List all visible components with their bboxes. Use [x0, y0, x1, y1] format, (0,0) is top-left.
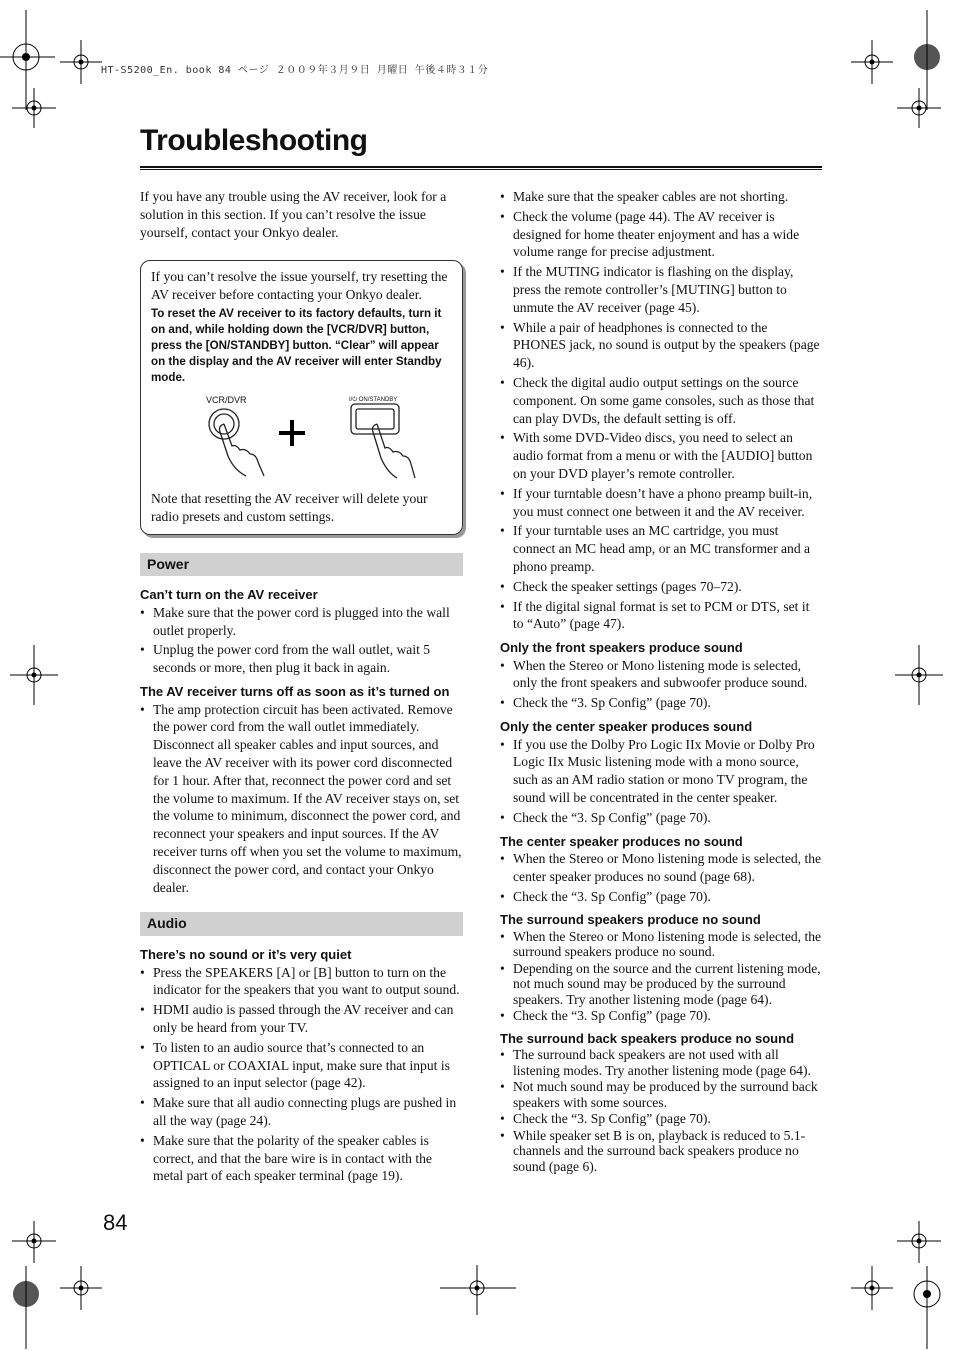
- registration-mark-bottom-right: [824, 1221, 954, 1351]
- list-item: • If the digital signal format is set to PCM or DTS, set it to “Auto” (page 47).: [500, 598, 823, 634]
- list-item: • Check the “3. Sp Config” (page 70).: [500, 1008, 823, 1024]
- list-item: • While speaker set B is on, playback is reduced to 5.1-channels and the surround back speakers produce no sound (page 6).: [500, 1128, 823, 1175]
- reset-illustration: [151, 392, 452, 480]
- left-column: [140, 188, 463, 1191]
- audio-q6-heading: The surround back speakers produce no sound: [500, 1030, 795, 1046]
- audio-q2-heading: Only the front speakers produce sound: [500, 640, 743, 656]
- power-q1-list: [140, 604, 463, 677]
- list-item: • If your turntable uses an MC cartridge, you must connect an MC head amp, or an MC transformer and a phono preamp.: [500, 522, 823, 575]
- page-number: 84: [103, 1210, 128, 1235]
- audio-q5-list: [500, 929, 823, 1024]
- list-item: • While a pair of headphones is connected to the PHONES jack, no sound is output by the speakers (page 46).: [500, 319, 823, 372]
- right-column: [500, 188, 823, 1180]
- power-q2-heading: The AV receiver turns off as soon as it’s turned on: [140, 684, 450, 700]
- list-item: • If the MUTING indicator is flashing on the display, press the remote controller’s [MUTING] button to unmute the AV receiver (page 45).: [500, 263, 823, 316]
- vcr-dvr-button-press-icon: [206, 404, 286, 480]
- vcr-dvr-label: VCR/DVR: [206, 394, 247, 405]
- section-heading-audio: Audio: [140, 912, 463, 936]
- audio-q1-list: [140, 964, 463, 1186]
- list-item: • The amp protection circuit has been activated. Remove the power cord from the wall outlet immediately. Disconnect all speaker cables and input sources, and leave the AV receiver with its power cord disconnected for 1 hour. After that, reconnect the power cord and set the volume to maximum. If the AV receiver stays on, set the volume to minimum, disconnect the power cord, and reconnect your speakers and input sources. If the AV receiver turns off when you set the volume to maximum, disconnect the power cord, and contact your Onkyo dealer.: [140, 701, 463, 897]
- audio-q2-list: [500, 657, 823, 712]
- audio-q6-list: [500, 1047, 823, 1174]
- note-bold-instructions: To reset the AV receiver to its factory defaults, turn it on and, while holding down the [VCR/DVR] button, press the [ON/STANDBY] button. “Clear” will appear on the display and the AV receiver will enter Standby mode.: [151, 306, 442, 384]
- registration-mark-bottom-center: [440, 1260, 520, 1320]
- intro-paragraph: If you have any trouble using the AV receiver, look for a solution in this section. If you can’t resolve the issue yourself, contact your Onkyo dealer.: [140, 189, 447, 240]
- audio-q1-list-continued: [500, 188, 823, 633]
- list-item: • To listen to an audio source that’s connected to an OPTICAL or COAXIAL input, make sure that input is assigned to an input selector (page 42).: [140, 1039, 463, 1092]
- registration-mark-top-right: [824, 0, 954, 130]
- list-item: • The surround back speakers are not used with all listening modes. Try another listening mode (page 64).: [500, 1047, 823, 1078]
- list-item: • Check the speaker settings (pages 70–72).: [500, 578, 823, 596]
- page-title: Troubleshooting: [140, 124, 368, 157]
- registration-mark-mid-right: [895, 640, 945, 710]
- list-item: • Check the “3. Sp Config” (page 70).: [500, 809, 823, 827]
- list-item: • If your turntable doesn’t have a phono preamp built-in, you must connect one between it and the AV receiver.: [500, 485, 823, 521]
- list-item: • Check the volume (page 44). The AV receiver is designed for home theater enjoyment and has a wide volume range for precise adjustment.: [500, 208, 823, 261]
- list-item: • Check the “3. Sp Config” (page 70).: [500, 1111, 823, 1127]
- note-text-2: Note that resetting the AV receiver will delete your radio presets and custom settings.: [151, 490, 428, 524]
- list-item: • HDMI audio is passed through the AV receiver and can only be heard from your TV.: [140, 1001, 463, 1037]
- list-item: • When the Stereo or Mono listening mode is selected, the center speaker produces no sound (page 68).: [500, 850, 823, 886]
- list-item: • If you use the Dolby Pro Logic IIx Movie or Dolby Pro Logic IIx Music listening mode with a mono source, such as an AM radio station or mono TV program, the sound will be concentrated in the center speaker.: [500, 736, 823, 807]
- list-item: • Check the digital audio output settings on the source component. On some game consoles, such as those that can play DVDs, the default setting is off.: [500, 374, 823, 427]
- power-q1-heading: Can’t turn on the AV receiver: [140, 587, 318, 603]
- list-item: • When the Stereo or Mono listening mode is selected, the surround speakers produce no sound.: [500, 929, 823, 960]
- registration-mark-bottom-left: [0, 1221, 130, 1351]
- list-item: • With some DVD-Video discs, you need to select an audio format from a menu or with the [AUDIO] button on your DVD player’s remote controller.: [500, 429, 823, 482]
- audio-q3-list: [500, 736, 823, 827]
- list-item: • Press the SPEAKERS [A] or [B] button to turn on the indicator for the speakers that you want to output sound.: [140, 964, 463, 1000]
- section-heading-power: Power: [140, 553, 463, 577]
- list-item: • Depending on the source and the current listening mode, not much sound may be produced by the surround speakers. Try another listening mode (page 64).: [500, 961, 823, 1008]
- list-item: • Make sure that the polarity of the speaker cables is correct, and that the bare wire is in contact with the metal part of each speaker terminal (page 19).: [140, 1132, 463, 1185]
- reset-note-box: [140, 260, 463, 534]
- on-standby-button-press-icon: [349, 402, 429, 480]
- title-rule: [140, 166, 822, 170]
- list-item: • Check the “3. Sp Config” (page 70).: [500, 888, 823, 906]
- list-item: • Not much sound may be produced by the surround back speakers with some sources.: [500, 1079, 823, 1110]
- list-item: • When the Stereo or Mono listening mode is selected, only the front speakers and subwoofer produce sound.: [500, 657, 823, 693]
- audio-q1-heading: There’s no sound or it’s very quiet: [140, 947, 352, 963]
- audio-q4-list: [500, 850, 823, 905]
- list-item: • Make sure that the speaker cables are not shorting.: [500, 188, 823, 206]
- power-q2-list: [140, 701, 463, 897]
- print-header-line: HT-S5200_En. book 84 ページ ２００９年３月９日 月曜日 午後４時３１分: [101, 65, 489, 76]
- audio-q5-heading: The surround speakers produce no sound: [500, 912, 761, 928]
- registration-mark-mid-left: [10, 640, 60, 710]
- note-text-1: If you can’t resolve the issue yourself, try resetting the AV receiver before contacting your Onkyo dealer.: [151, 269, 448, 303]
- list-item: • Make sure that the power cord is plugged into the wall outlet properly.: [140, 604, 463, 640]
- audio-q3-heading: Only the center speaker produces sound: [500, 719, 753, 735]
- plus-icon: [279, 420, 305, 446]
- list-item: • Make sure that all audio connecting plugs are pushed in all the way (page 24).: [140, 1094, 463, 1130]
- audio-q4-heading: The center speaker produces no sound: [500, 833, 743, 849]
- on-standby-label: I/⏻ ON/STANDBY: [349, 396, 398, 403]
- list-item: • Check the “3. Sp Config” (page 70).: [500, 694, 823, 712]
- list-item: • Unplug the power cord from the wall outlet, wait 5 seconds or more, then plug it back in again.: [140, 641, 463, 677]
